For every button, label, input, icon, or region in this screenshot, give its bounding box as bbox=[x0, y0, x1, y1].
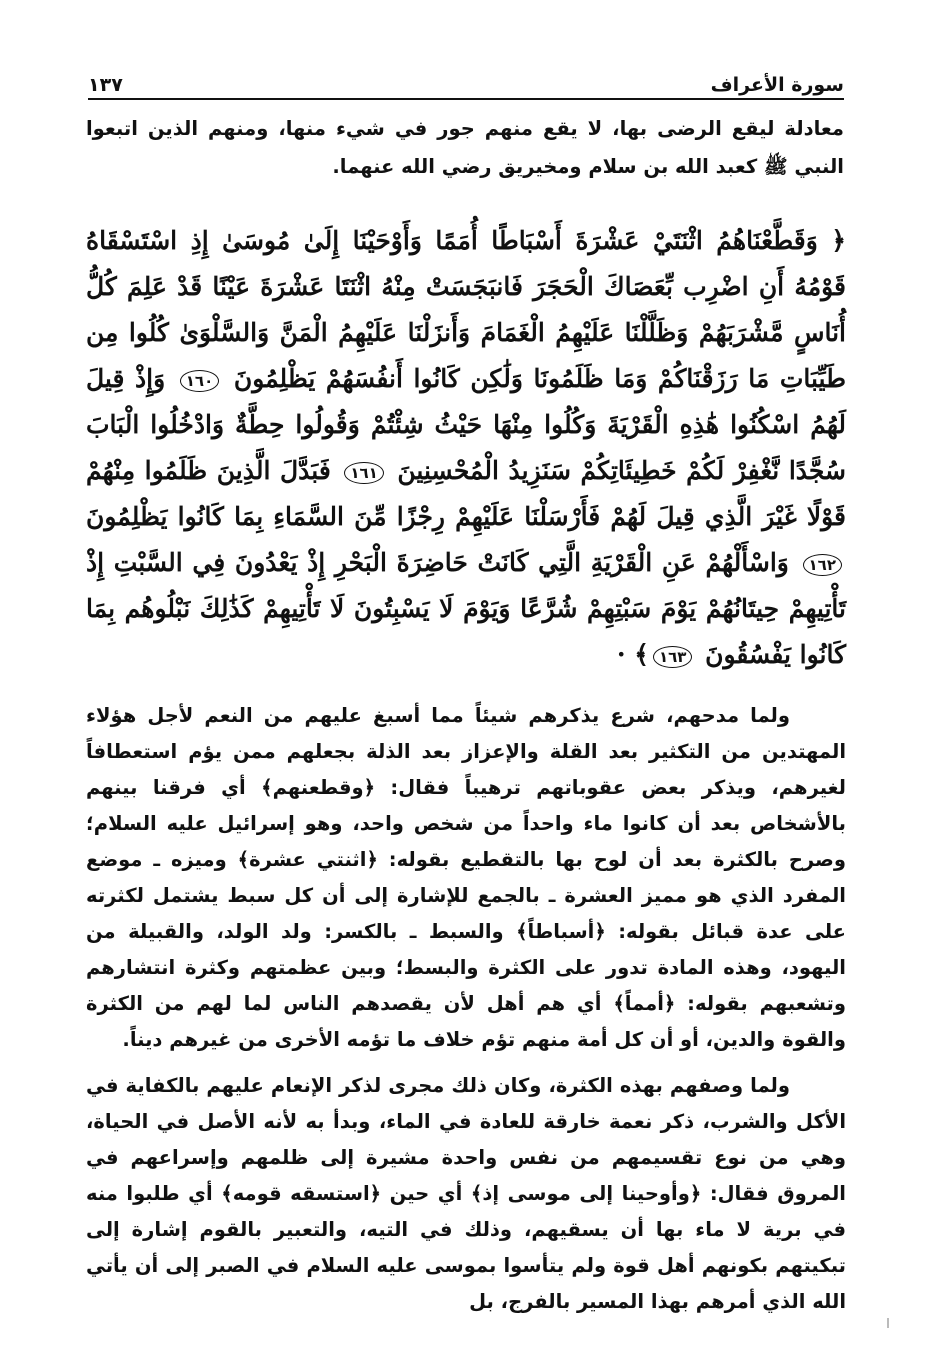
page-number: ١٣٧ bbox=[88, 74, 123, 96]
header-divider bbox=[88, 98, 844, 100]
commentary bbox=[86, 698, 846, 1330]
ayah-number-161: ١٦١ bbox=[344, 462, 383, 484]
commentary-paragraph-2: ولما وصفهم بهذه الكثرة، وكان ذلك مجرى لذكر الإنعام عليهم بالكفاية في الأكل والشرب، ذكر نعمة خارقة للعادة في الماء، وبدأ به لأنه الأصل في الحياة، وهي من نوع تقسيمهم من نفس واحدة مشيرة إلى ظلمهم وإسراعهم في المروق فقال: ﴿وأوحينا إلى موسى إذ﴾ أي حين ﴿استسقه قومه﴾ أي طلبوا منه في برية لا ماء بها أن يسقيهم، وذلك في التيه، والتعبير بالقوم إشارة إلى تبكيتهم بكونهم أهل قوة ولم يتأسوا بموسى عليه السلام في الصبر إلى أن يأتي الله الذي أمرهم بهذا المسير بالفرج، بل bbox=[86, 1074, 846, 1313]
verse-160: وَقَطَّعْنَاهُمُ اثْنَتَيْ عَشْرَةَ أَسْبَاطًا أُمَمًا وَأَوْحَيْنَا إِلَىٰ مُوسَىٰ إِذِ اسْتَسْقَاهُ قَوْمُهُ أَنِ اضْرِب بِّعَصَاكَ الْحَجَرَ فَانبَجَسَتْ مِنْهُ اثْنَتَا عَشْرَةَ عَيْنًا قَدْ عَلِمَ كُلُّ أُنَاسٍ مَّشْرَبَهُمْ وَظَلَّلْنَا عَلَيْهِمُ الْغَمَامَ وَأَنزَلْنَا عَلَيْهِمُ الْمَنَّ وَالسَّلْوَىٰ كُلُوا مِن طَيِّبَاتِ مَا رَزَقْنَاكُمْ وَمَا ظَلَمُونَا وَلَٰكِن كَانُوا أَنفُسَهُمْ يَظْلِمُونَ bbox=[86, 226, 846, 393]
verse-162: فَبَدَّلَ الَّذِينَ ظَلَمُوا مِنْهُمْ قَوْلًا غَيْرَ الَّذِي قِيلَ لَهُمْ فَأَرْسَلْنَا عَلَيْهِمْ رِجْزًا مِّنَ السَّمَاءِ بِمَا كَانُوا يَظْلِمُونَ bbox=[86, 456, 846, 531]
scan-artifact bbox=[887, 1318, 889, 1328]
quran-verses bbox=[86, 218, 846, 678]
commentary-paragraph-1: ولما مدحهم، شرع يذكرهم شيئاً مما أسبغ عليهم من النعم لأجل هؤلاء المهتدين من التكثير بعد القلة والإعزاز بعد الذلة بجعلهم ممن يؤم استعطافاً لغيرهم، ويذكر بعض عقوباتهم ترهيباً فقال: ﴿وقطعنهم﴾ أي فرقنا بينهم بالأشخاص بعد أن كانوا ماء واحداً من شخص واحد، وهو إسرائيل عليه السلام؛ وصرح بالكثرة بعد أن لوح بها بالتقطيع بقوله: ﴿اثنتي عشرة﴾ وميزه ـ موضع المفرد الذي هو مميز العشرة ـ بالجمع للإشارة إلى أن كل سبط يشتمل لكثرته على عدة قبائل بقوله: ﴿أسباطاً﴾ والسبط ـ بالكسر: ولد الولد، والقبيلة من اليهود، وهذه المادة تدور على الكثرة والبسط؛ وبين عظمتهم وكثرة انتشارهم وتشعبهم بقوله: ﴿أمماً﴾ أي هم أهل لأن يقصدهم الناس لما لهم من الكثرة والقوة والدين، أو أن كل أمة منهم تؤم خلاف ما تؤمه الأخرى من غيرهم ديناً. bbox=[86, 704, 846, 1051]
page-header bbox=[88, 66, 844, 96]
surah-name: سورة الأعراف bbox=[710, 74, 844, 96]
verse-close-bracket: ﴾ bbox=[634, 640, 649, 669]
verse-open-bracket: ﴿ bbox=[831, 226, 846, 255]
verse-163: وَاسْأَلْهُمْ عَنِ الْقَرْيَةِ الَّتِي كَانَتْ حَاضِرَةَ الْبَحْرِ إِذْ يَعْدُونَ فِي السَّبْتِ إِذْ تَأْتِيهِمْ حِيتَانُهُمْ يَوْمَ سَبْتِهِمْ شُرَّعًا وَيَوْمَ لَا يَسْبِتُونَ لَا تَأْتِيهِمْ كَذَٰلِكَ نَبْلُوهُم بِمَا كَانُوا يَفْسُقُونَ bbox=[86, 548, 846, 669]
verse-end-mark: · bbox=[616, 640, 626, 669]
verse-161: وَإِذْ قِيلَ لَهُمُ اسْكُنُوا هَٰذِهِ الْقَرْيَةَ وَكُلُوا مِنْهَا حَيْثُ شِئْتُمْ وَقُولُوا حِطَّةٌ وَادْخُلُوا الْبَابَ سُجَّدًا نَّغْفِرْ لَكُمْ خَطِيئَاتِكُمْ سَنَزِيدُ الْمُحْسِنِينَ bbox=[86, 364, 846, 485]
intro-text: معادلة ليقع الرضى بها، لا يقع منهم جور في شيء منها، ومنهم الذين اتبعوا النبي ﷺ كعبد الله بن سلام ومخيريق رضي الله عنهما. bbox=[86, 117, 844, 178]
ayah-number-160: ١٦٠ bbox=[180, 370, 219, 392]
ayah-number-162: ١٦٢ bbox=[803, 554, 842, 576]
ayah-number-163: ١٦٣ bbox=[653, 646, 692, 668]
